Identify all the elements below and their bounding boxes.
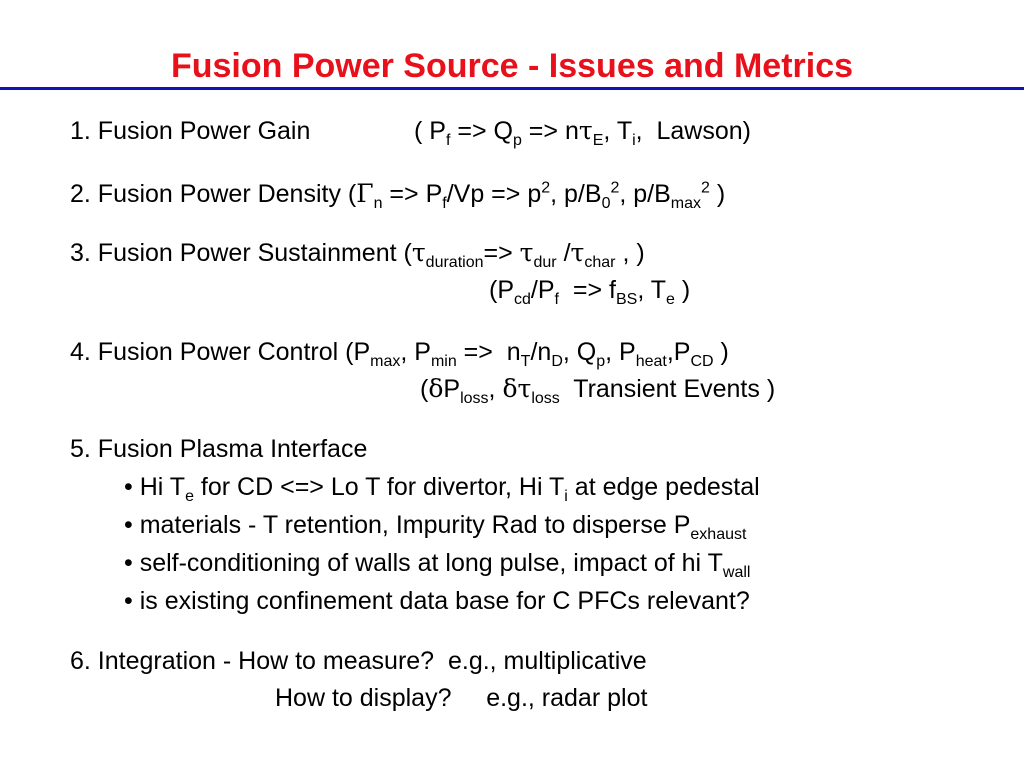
slide-title: Fusion Power Source - Issues and Metrics	[170, 47, 854, 85]
title-divider	[0, 87, 1024, 90]
item-6-line-1: 6. Integration - How to measure? e.g., multiplicative	[70, 647, 647, 675]
item-1-metrics: ( $P_f => Q_p => n\tau_E$, $T_i$, Lawson)	[414, 116, 751, 149]
item-5-bullet-2: • materials - T retention, Impurity Rad to disperse $P_{exhaust}$	[124, 511, 747, 543]
item-5-bullet-3: • self-conditioning of walls at long pulse, impact of hi $T_{wall}$	[124, 549, 751, 581]
item-5-label: 5. Fusion Plasma Interface	[70, 435, 368, 463]
item-3-line-1: 3. Fusion Power Sustainment ($\tau_{duration}=> \tau_{dur}$ $/\tau_{char}$ , )	[70, 238, 645, 271]
item-3-line-2: ($P_{cd}/P_f => f_{BS}$, $T_e$ )	[489, 276, 691, 308]
item-2-line: 2. Fusion Power Density ($\Gamma_n => P_f/Vp => p^2$, $p/B_0^2$, $p/B_{max}^2$ )	[70, 179, 726, 212]
item-5-bullet-4: • is existing confinement data base for C PFCs relevant?	[124, 587, 750, 615]
item-4-line-2: ($\delta P_{loss}$, $\delta\tau_{loss}$ Transient Events )	[420, 374, 776, 407]
item-6-line-2: How to display? e.g., radar plot	[275, 684, 648, 712]
item-5-bullet-1: • Hi $T_e$ for CD <=> Lo T for divertor, Hi $T_i$ at edge pedestal	[124, 473, 760, 505]
item-1-label: 1. Fusion Power Gain	[70, 117, 311, 145]
item-4-line-1: 4. Fusion Power Control ($P_{max}$, $P_{min} => n_T/n_D$, $Q_p$, $P_{heat},P_{CD}$ )	[70, 338, 729, 370]
